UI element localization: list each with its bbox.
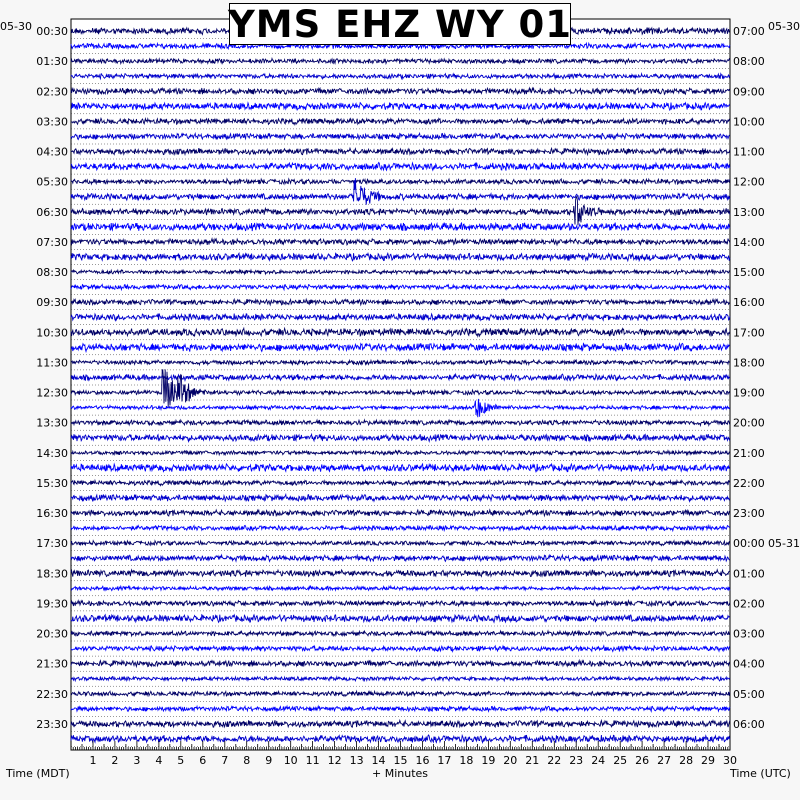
x-tick-label: 11 — [305, 754, 320, 767]
left-time-label: 01:30 — [36, 55, 68, 69]
left-time-label: 17:30 — [36, 537, 68, 551]
x-tick-label: 3 — [133, 754, 141, 767]
right-time-label: 14:00 — [733, 235, 765, 249]
right-time-label: 13:00 — [733, 205, 765, 219]
right-time-label: 15:00 — [733, 266, 765, 279]
right-time-label: 00:00 — [733, 537, 765, 551]
x-tick-label: 4 — [155, 754, 163, 767]
right-time-label: 08:00 — [733, 55, 765, 69]
x-tick-label: 10 — [283, 754, 298, 767]
right-time-label: 20:00 — [733, 416, 765, 430]
x-tick-label: 19 — [481, 754, 496, 767]
right-time-label: 11:00 — [733, 145, 765, 159]
left-time-label: 22:30 — [36, 687, 68, 701]
right-time-label: 21:00 — [733, 446, 765, 460]
x-tick-label: 13 — [349, 754, 364, 767]
left-time-label: 21:30 — [36, 657, 68, 671]
right-time-label: 19:00 — [733, 386, 765, 400]
x-tick-label: 29 — [701, 754, 715, 767]
x-tick-label: 22 — [547, 754, 562, 767]
right-time-label: 02:00 — [733, 597, 765, 611]
left-time-label: 15:30 — [36, 476, 68, 490]
right-time-label: 16:00 — [733, 296, 765, 310]
left-time-label: 07:30 — [36, 235, 68, 249]
right-time-label: 07:00 — [733, 25, 765, 38]
chart-title: YMS EHZ WY 01 — [227, 2, 573, 46]
x-tick-label: 24 — [591, 754, 606, 767]
right-time-label: 23:00 — [733, 507, 765, 520]
left-time-label: 03:30 — [36, 115, 68, 129]
left-time-label: 02:30 — [36, 85, 68, 99]
right-time-label: 10:00 — [733, 115, 765, 129]
left-time-label: 23:30 — [36, 717, 68, 731]
right-time-label: 17:00 — [733, 326, 765, 340]
right-time-label: 05:00 — [733, 687, 765, 701]
x-tick-label: 12 — [327, 754, 342, 767]
left-axis-label: Time (MDT) — [6, 767, 70, 780]
plot-area — [71, 19, 730, 750]
right-date-change-label: 05-31 — [768, 537, 800, 551]
x-tick-label: 23 — [569, 754, 584, 767]
x-tick-label: 27 — [657, 754, 672, 767]
left-time-label: 06:30 — [36, 205, 68, 219]
chart-title-box — [229, 3, 571, 45]
left-time-label: 05:30 — [36, 175, 68, 189]
left-time-label: 12:30 — [36, 386, 68, 400]
x-tick-label: 5 — [177, 754, 185, 767]
right-time-label: 03:00 — [733, 627, 765, 641]
left-time-label: 00:30 — [36, 25, 68, 38]
left-time-label: 16:30 — [36, 507, 68, 520]
x-tick-label: 18 — [459, 754, 474, 767]
left-time-label: 09:30 — [36, 296, 68, 310]
left-time-label: 19:30 — [36, 597, 68, 611]
x-tick-label: 25 — [613, 754, 628, 767]
right-date-label: 05-30 — [768, 20, 800, 33]
left-time-label: 18:30 — [36, 567, 68, 581]
x-tick-label: 20 — [503, 754, 518, 767]
x-tick-label: 26 — [635, 754, 650, 767]
right-time-label: 18:00 — [733, 356, 765, 370]
x-axis-label: + Minutes — [371, 767, 429, 780]
right-axis-label: Time (UTC) — [730, 767, 791, 780]
x-tick-label: 7 — [221, 754, 229, 767]
left-time-label: 20:30 — [36, 627, 68, 641]
x-tick-label: 6 — [199, 754, 207, 767]
left-time-label: 11:30 — [36, 356, 68, 370]
right-time-label: 04:00 — [733, 657, 765, 671]
x-tick-label: 28 — [679, 754, 694, 767]
left-date-label: 05-30 — [0, 20, 32, 33]
x-tick-label: 1 — [89, 754, 97, 767]
x-tick-label: 30 — [723, 754, 737, 767]
right-time-label: 12:00 — [733, 175, 765, 189]
left-time-label: 04:30 — [36, 145, 68, 159]
left-time-label: 10:30 — [36, 326, 68, 340]
x-tick-label: 14 — [371, 754, 386, 767]
right-time-label: 22:00 — [733, 476, 765, 490]
left-time-label: 13:30 — [36, 416, 68, 430]
left-time-label: 08:30 — [36, 266, 68, 279]
right-time-label: 06:00 — [733, 717, 765, 731]
right-time-label: 09:00 — [733, 85, 765, 99]
x-tick-label: 2 — [111, 754, 119, 767]
x-tick-label: 21 — [525, 754, 540, 767]
x-tick-label: 17 — [437, 754, 452, 767]
x-tick-label: 15 — [393, 754, 408, 767]
right-time-label: 01:00 — [733, 567, 765, 581]
x-tick-label: 16 — [415, 754, 430, 767]
left-time-label: 14:30 — [36, 446, 68, 460]
x-tick-label: 9 — [265, 754, 273, 767]
x-tick-label: 8 — [243, 754, 251, 767]
